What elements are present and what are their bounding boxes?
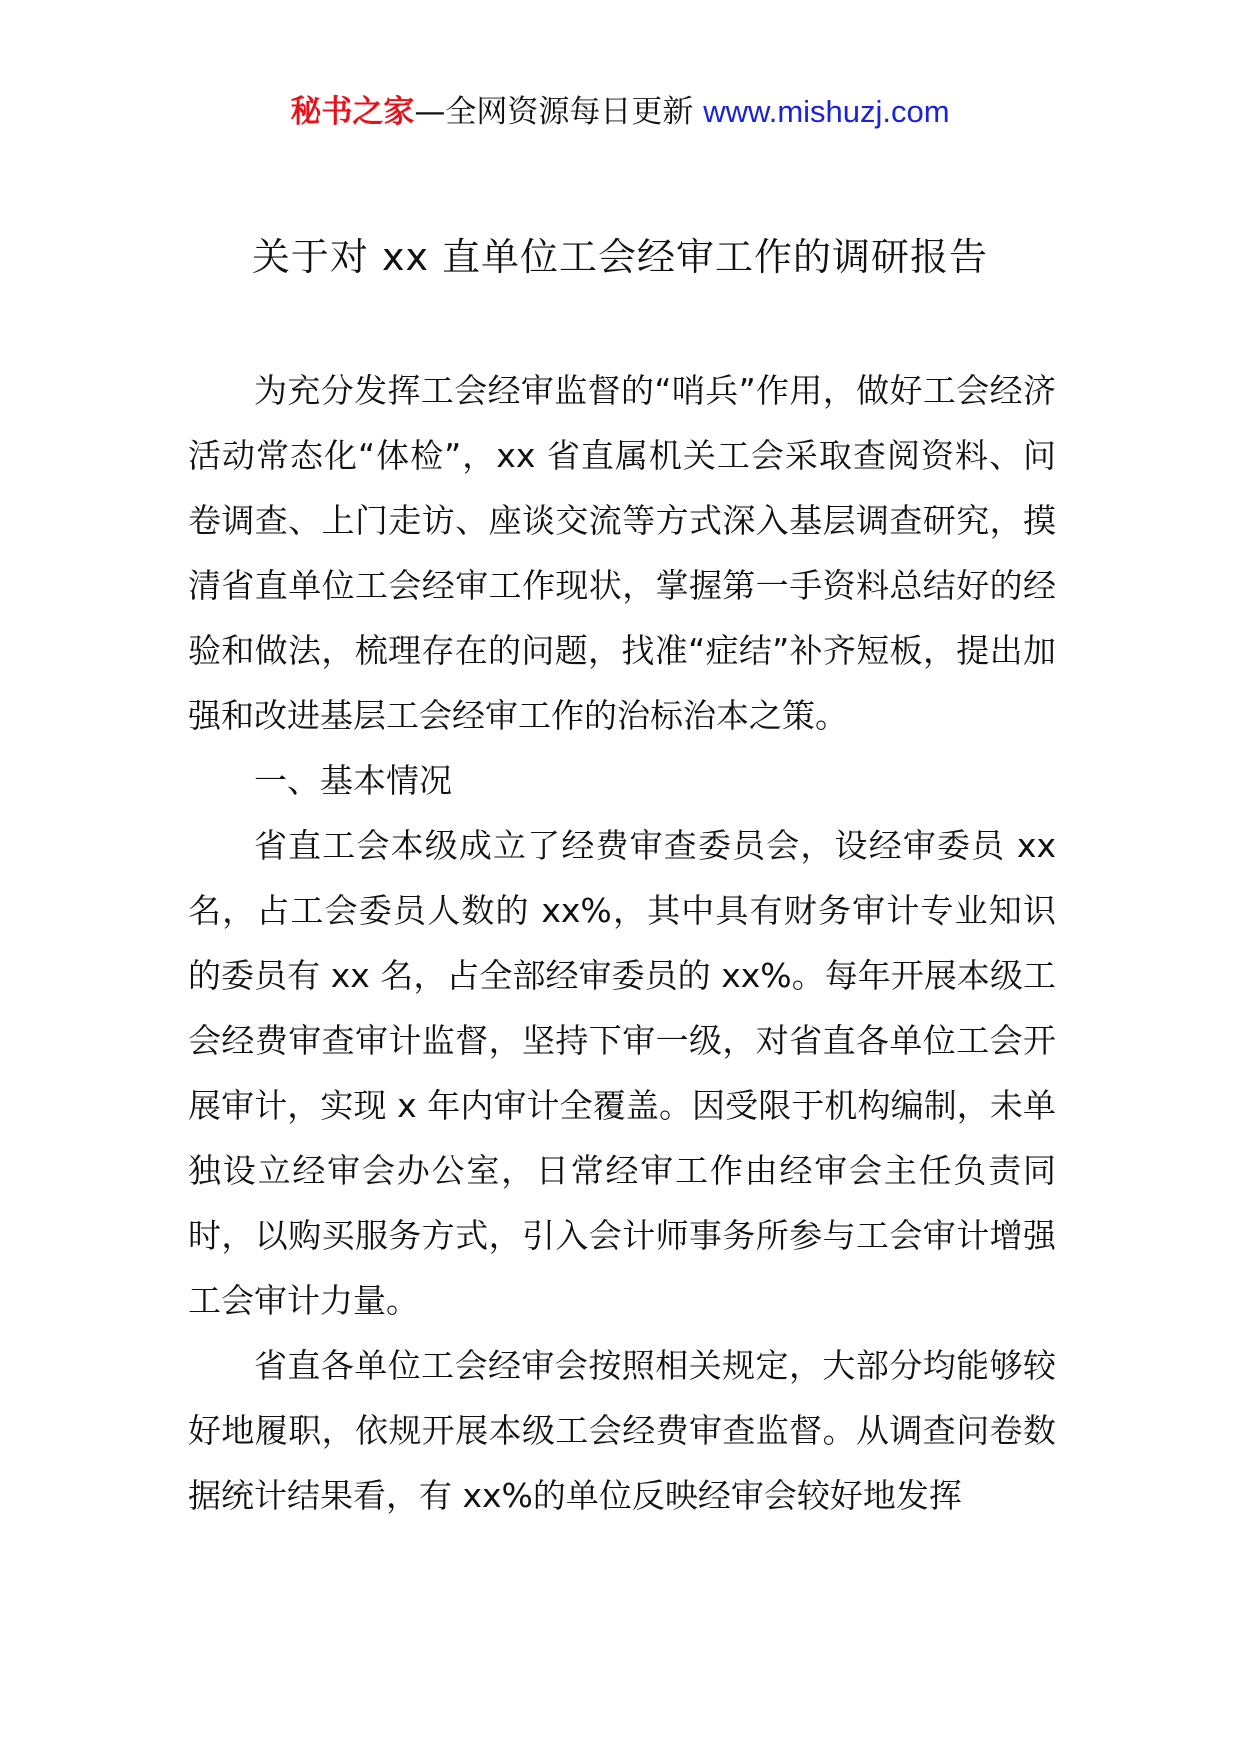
body-paragraph: 省直各单位工会经审会按照相关规定，大部分均能够较好地履职，依规开展本级工会经费审查监督。从调查问卷数据统计结果看，有 xx%的单位反映经审会较好地发挥	[188, 1346, 1056, 1515]
site-url-link[interactable]: www.mishuzj.com	[703, 94, 950, 129]
section-heading: 一、基本情况	[254, 761, 452, 800]
site-header	[0, 92, 1240, 132]
intro-paragraph: 为充分发挥工会经审监督的“哨兵”作用，做好工会经济活动常态化“体检”，xx 省直属机关工会采取查阅资料、问卷调查、上门走访、座谈交流等方式深入基层调查研究，摸清省直单位工会经审工作现状，掌握第一手资料总结好的经验和做法，梳理存在的问题，找准“症结”补齐短板，提出加强和改进基层工会经审工作的治标治本之策。	[188, 371, 1056, 735]
site-slogan: —全网资源每日更新	[414, 94, 694, 130]
brand-name: 秘书之家	[290, 94, 415, 130]
body-paragraph: 省直工会本级成立了经费审查委员会，设经审委员 xx 名，占工会委员人数的 xx%，其中具有财务审计专业知识的委员有 xx 名，占全部经审委员的 xx%。每年开展本级工会经费审查审计监督，坚持下审一级，对省直各单位工会开展审计，实现 x 年内审计全覆盖。因受限于机构编制，未单独设立经审会办公室，日常经审工作由经审会主任负责同时，以购买服务方式，引入会计师事务所参与工会审计增强工会审计力量。	[188, 826, 1056, 1320]
document-title: 关于对 xx 直单位工会经审工作的调研报告	[251, 235, 989, 279]
document-body	[188, 358, 1056, 1528]
